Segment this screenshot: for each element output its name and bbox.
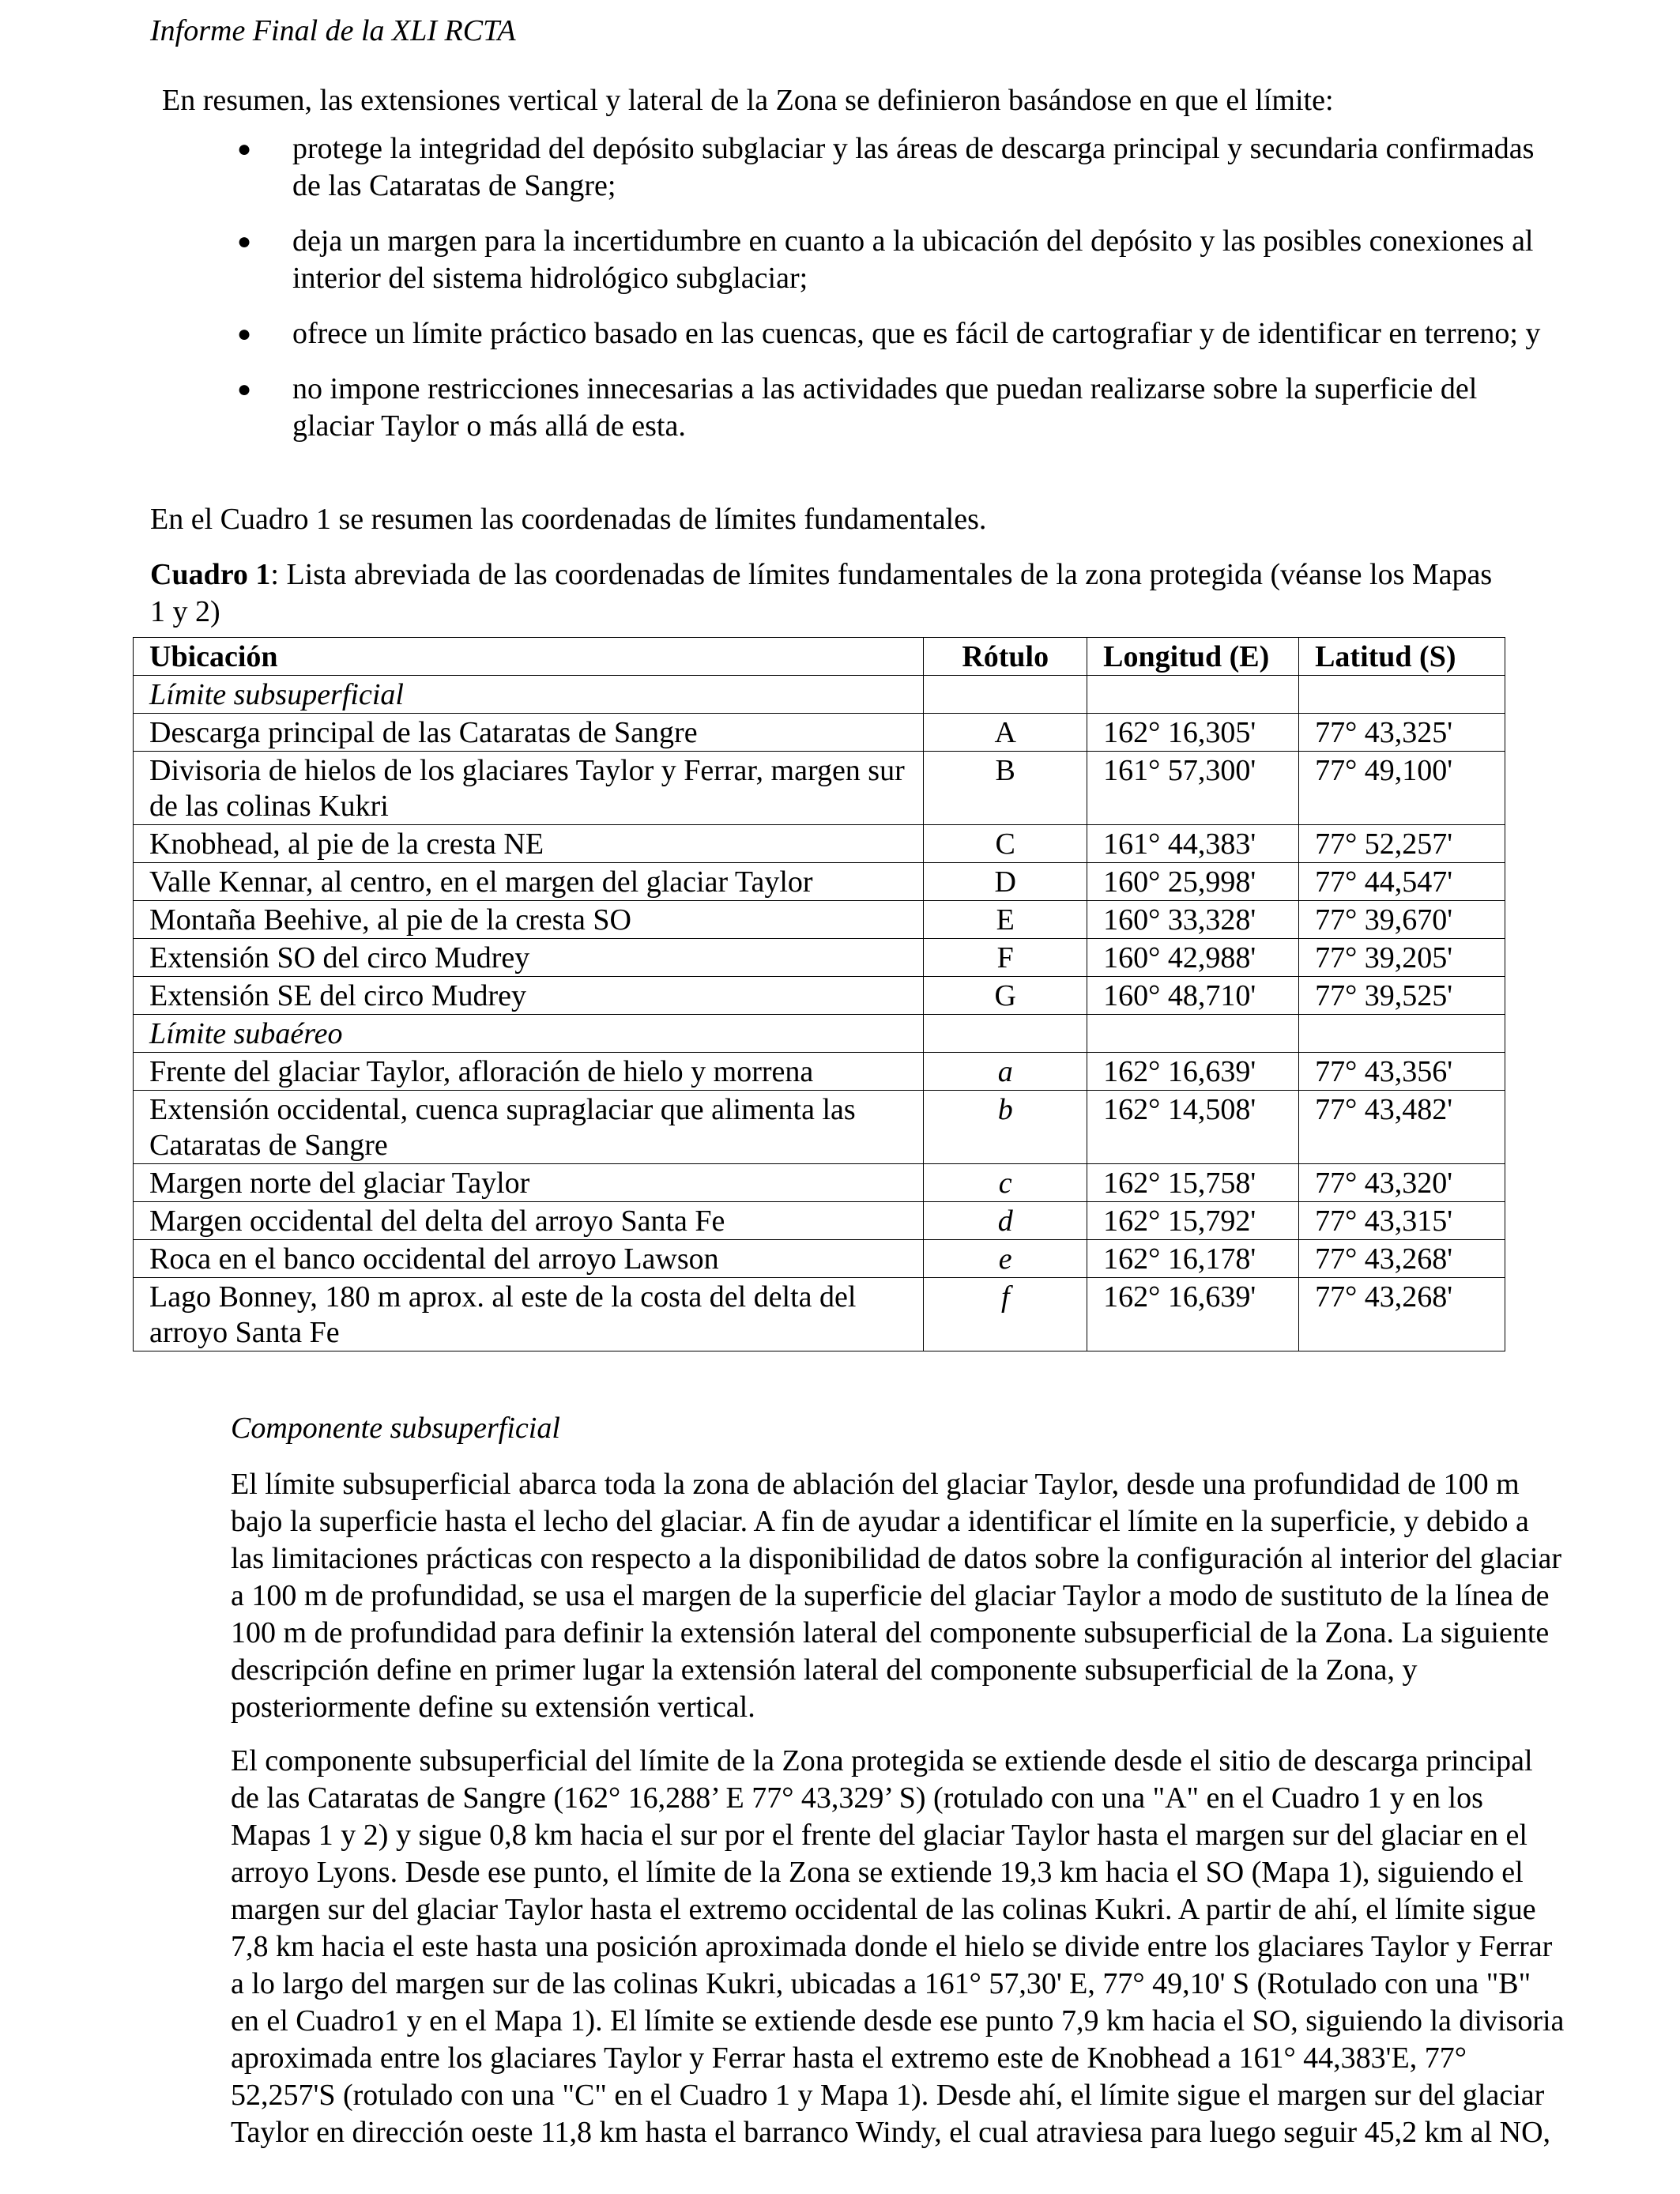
list-item-text: ofrece un límite práctico basado en las cuencas, que es fácil de cartografiar y de identificar en terreno; y: [292, 317, 1541, 350]
list-item: [237, 223, 1549, 297]
table-row: [134, 939, 1505, 977]
bullet-icon: ●: [237, 321, 252, 347]
section-label: Límite subaéreo: [134, 1015, 924, 1053]
table-cell: 160° 25,998': [1087, 863, 1299, 901]
list-item: [237, 315, 1549, 352]
table-cell: 77° 43,325': [1299, 714, 1505, 752]
table-cell: 77° 43,320': [1299, 1164, 1505, 1202]
table-cell: f: [924, 1278, 1087, 1351]
table-header-row: [134, 638, 1505, 676]
column-header: Ubicación: [134, 638, 924, 676]
table-cell: Valle Kennar, al centro, en el margen del glaciar Taylor: [134, 863, 924, 901]
table-cell: 77° 39,205': [1299, 939, 1505, 977]
bullet-icon: ●: [237, 376, 252, 402]
table-cell: 162° 16,178': [1087, 1240, 1299, 1278]
table-cell: 162° 16,639': [1087, 1278, 1299, 1351]
table-cell: Knobhead, al pie de la cresta NE: [134, 825, 924, 863]
table-cell: 77° 43,315': [1299, 1202, 1505, 1240]
body-paragraph: El componente subsuperficial del límite de la Zona protegida se extiende desde el sitio de descarga principal de las Cataratas de Sangre (162° 16,288’ E 77° 43,329’ S) (rotulado con una "A" en el Cuadro 1 y en los Mapas 1 y 2) y sigue 0,8 km hacia el sur por el frente del glaciar Taylor hasta el margen sur del glaciar en el arroyo Lyons. Desde ese punto, el límite de la Zona se extiende 19,3 km hacia el SO (Mapa 1), siguiendo el margen sur del glaciar Taylor hasta el extremo occidental de las colinas Kukri. A partir de ahí, el límite sigue 7,8 km hacia el este hasta una posición aproximada donde el hielo se divide entre los glaciares Taylor y Ferrar a lo largo del margen sur de las colinas Kukri, ubicadas a 161° 57,30' E, 77° 49,10' S (Rotulado con una "B" en el Cuadro1 y en el Mapa 1). El límite se extiende desde ese punto 7,9 km hacia el SO, siguiendo la divisoria aproximada entre los glaciares Taylor y Ferrar hasta el extremo este de Knobhead a 161° 44,383'E, 77° 52,257'S (rotulado con una "C" en el Cuadro 1 y Mapa 1). Desde ahí, el límite sigue el margen sur del glaciar Taylor en dirección oeste 11,8 km hasta el barranco Windy, el cual atraviesa para luego seguir 45,2 km al NO,: [231, 1744, 1565, 2149]
table-cell: B: [924, 752, 1087, 825]
table-cell: Frente del glaciar Taylor, afloración de hielo y morrena: [134, 1053, 924, 1091]
summary-paragraph: En el Cuadro 1 se resumen las coordenadas de límites fundamentales.: [150, 503, 987, 536]
table-row: [134, 714, 1505, 752]
table-row: [134, 901, 1505, 939]
table-cell: Lago Bonney, 180 m aprox. al este de la costa del delta del arroyo Santa Fe: [134, 1278, 924, 1351]
table-row: [134, 825, 1505, 863]
list-item: [237, 130, 1549, 205]
table-cell: Extensión SE del circo Mudrey: [134, 977, 924, 1015]
table-cell: a: [924, 1053, 1087, 1091]
bullet-icon: ●: [237, 228, 252, 254]
table-row: [134, 1053, 1505, 1091]
table-row: [134, 1164, 1505, 1202]
section-label: Límite subsuperficial: [134, 676, 924, 714]
table-cell: 161° 57,300': [1087, 752, 1299, 825]
table-row: [134, 1091, 1505, 1164]
table-cell: c: [924, 1164, 1087, 1202]
table-cell: Extensión SO del circo Mudrey: [134, 939, 924, 977]
caption-label: Cuadro 1: [150, 558, 271, 591]
table-cell: 162° 15,758': [1087, 1164, 1299, 1202]
column-header: Latitud (S): [1299, 638, 1505, 676]
coordinates-table: [133, 637, 1505, 1351]
table-row: [134, 1278, 1505, 1351]
table-cell: Divisoria de hielos de los glaciares Taylor y Ferrar, margen sur de las colinas Kukri: [134, 752, 924, 825]
table-cell: E: [924, 901, 1087, 939]
table-cell: F: [924, 939, 1087, 977]
list-item-text: deja un margen para la incertidumbre en cuanto a la ubicación del depósito y las posibles conexiones al interior del sistema hidrológico subglaciar;: [292, 224, 1534, 295]
table-cell: 162° 15,792': [1087, 1202, 1299, 1240]
bullet-icon: ●: [237, 136, 252, 162]
table-cell: A: [924, 714, 1087, 752]
body-paragraph: El límite subsuperficial abarca toda la zona de ablación del glaciar Taylor, desde una profundidad de 100 m bajo la superficie hasta el lecho del glaciar. A fin de ayudar a identificar el límite en la superficie, y debido a las limitaciones prácticas con respecto a la disponibilidad de datos sobre la configuración al interior del glaciar a 100 m de profundidad, se usa el margen de la superficie del glaciar Taylor a modo de sustituto de la línea de 100 m de profundidad para definir la extensión lateral del componente subsuperficial de la Zona. La siguiente descripción define en primer lugar la extensión lateral del componente subsuperficial de la Zona, y posteriormente define su extensión vertical.: [231, 1468, 1562, 1724]
table-cell: 160° 48,710': [1087, 977, 1299, 1015]
table-cell: Montaña Beehive, al pie de la cresta SO: [134, 901, 924, 939]
section-subheading: Componente subsuperficial: [231, 1412, 560, 1445]
table-cell: 77° 39,525': [1299, 977, 1505, 1015]
table-row: [134, 1240, 1505, 1278]
table-caption: [150, 556, 1509, 631]
criteria-list: [237, 130, 1549, 463]
table-cell: 77° 52,257': [1299, 825, 1505, 863]
table-cell: Roca en el banco occidental del arroyo Lawson: [134, 1240, 924, 1278]
column-header: Rótulo: [924, 638, 1087, 676]
caption-text: : Lista abreviada de las coordenadas de límites fundamentales de la zona protegida (véanse los Mapas 1 y 2): [150, 558, 1493, 628]
table-cell: d: [924, 1202, 1087, 1240]
table-row: [134, 752, 1505, 825]
table-cell: 162° 16,639': [1087, 1053, 1299, 1091]
table-cell: C: [924, 825, 1087, 863]
table-cell: 161° 44,383': [1087, 825, 1299, 863]
table-row: [134, 977, 1505, 1015]
table-cell: 77° 43,356': [1299, 1053, 1505, 1091]
table-cell: 162° 16,305': [1087, 714, 1299, 752]
table-cell: 162° 14,508': [1087, 1091, 1299, 1164]
table-cell: b: [924, 1091, 1087, 1164]
table-section-row: [134, 676, 1505, 714]
table-cell: 160° 33,328': [1087, 901, 1299, 939]
table-cell: 77° 49,100': [1299, 752, 1505, 825]
table-cell: Descarga principal de las Cataratas de Sangre: [134, 714, 924, 752]
running-header: Informe Final de la XLI RCTA: [150, 14, 516, 47]
table-cell: 160° 42,988': [1087, 939, 1299, 977]
table-cell: 77° 43,268': [1299, 1240, 1505, 1278]
table-cell: 77° 44,547': [1299, 863, 1505, 901]
intro-paragraph: En resumen, las extensiones vertical y lateral de la Zona se definieron basándose en que el límite:: [162, 84, 1334, 117]
table-cell: G: [924, 977, 1087, 1015]
table-row: [134, 863, 1505, 901]
table-cell: Margen occidental del delta del arroyo Santa Fe: [134, 1202, 924, 1240]
column-header: Longitud (E): [1087, 638, 1299, 676]
table-cell: e: [924, 1240, 1087, 1278]
table-cell: D: [924, 863, 1087, 901]
list-item: [237, 371, 1549, 445]
table-cell: 77° 43,268': [1299, 1278, 1505, 1351]
table-cell: Margen norte del glaciar Taylor: [134, 1164, 924, 1202]
table-section-row: [134, 1015, 1505, 1053]
list-item-text: protege la integridad del depósito subglaciar y las áreas de descarga principal y secundaria confirmadas de las Cataratas de Sangre;: [292, 132, 1535, 202]
list-item-text: no impone restricciones innecesarias a las actividades que puedan realizarse sobre la superficie del glaciar Taylor o más allá de esta.: [292, 372, 1478, 443]
table-cell: 77° 43,482': [1299, 1091, 1505, 1164]
table-row: [134, 1202, 1505, 1240]
table-cell: Extensión occidental, cuenca supraglaciar que alimenta las Cataratas de Sangre: [134, 1091, 924, 1164]
table-cell: 77° 39,670': [1299, 901, 1505, 939]
